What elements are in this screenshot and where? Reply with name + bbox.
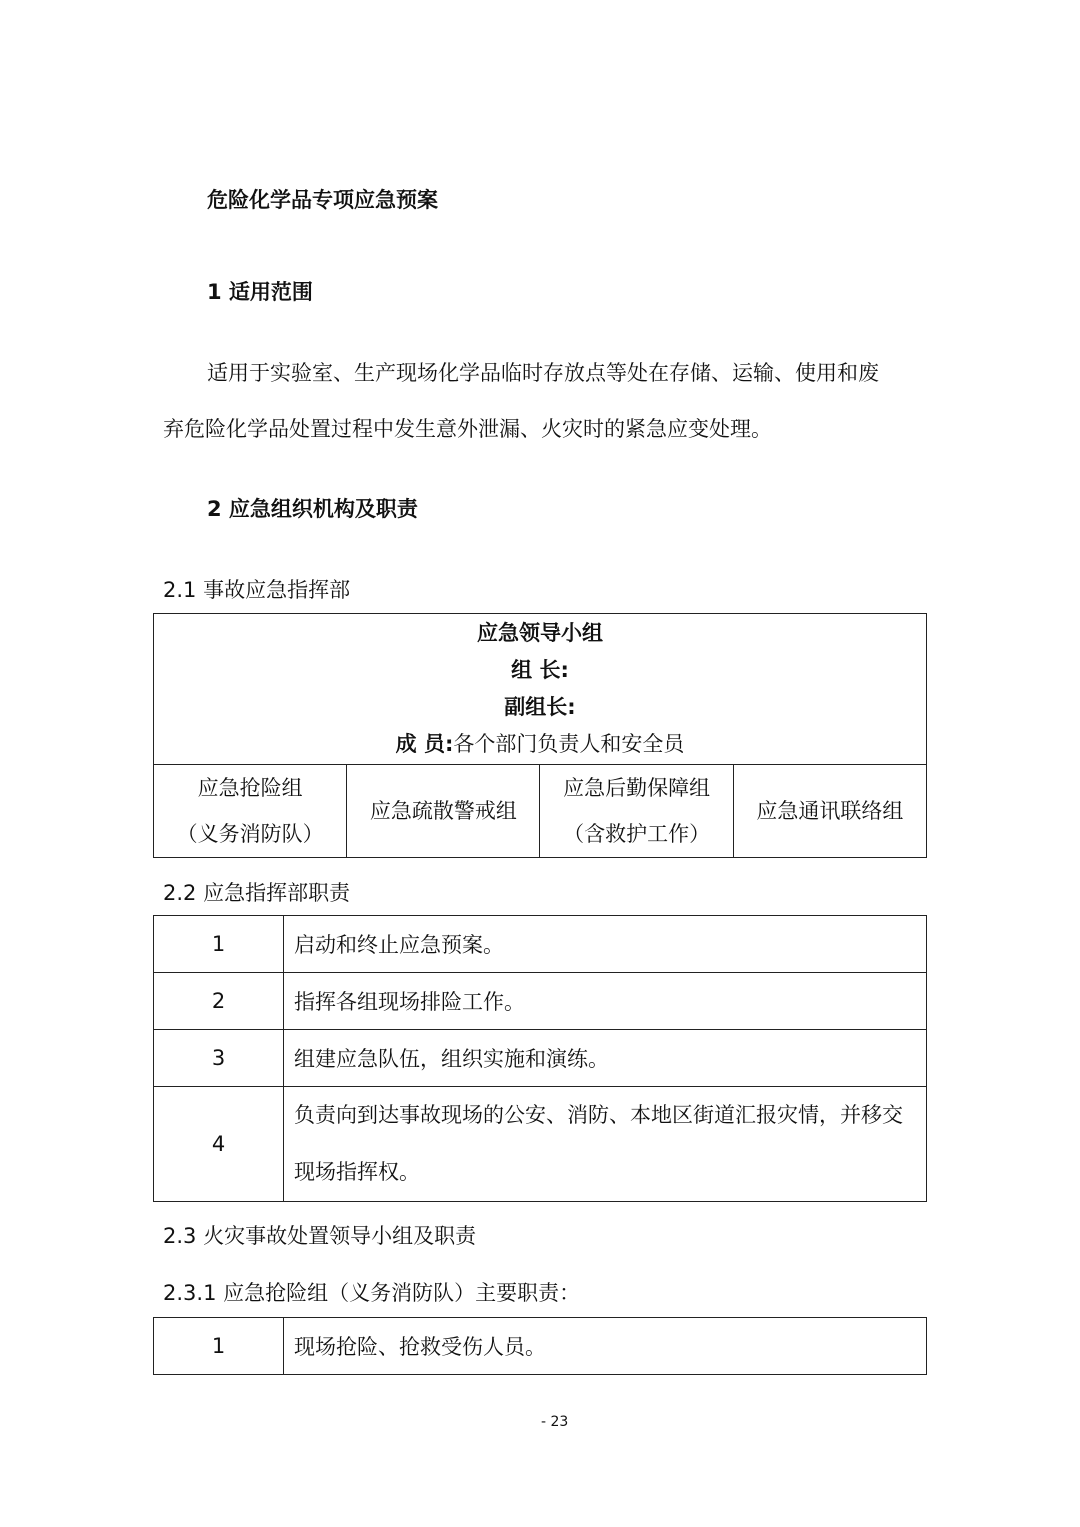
subsection-2-1-heading: 2.1 事故应急指挥部	[163, 578, 351, 602]
duty-number: 2	[154, 973, 284, 1030]
members-row	[154, 726, 926, 763]
section-1-paragraph-line-2: 弃危险化学品处置过程中发生意外泄漏、火灾时的紧急应变处理。	[163, 417, 772, 441]
subsection-2-3-heading: 2.3 火灾事故处置领导小组及职责	[163, 1224, 477, 1248]
group-name: 应急后勤保障组	[563, 776, 711, 800]
page-number: - 23	[541, 1414, 569, 1430]
section-1-paragraph-line-1: 适用于实验室、生产现场化学品临时存放点等处在存储、运输、使用和废	[207, 361, 879, 385]
duty-text: 指挥各组现场排险工作。	[284, 973, 927, 1030]
duty-text: 启动和终止应急预案。	[284, 916, 927, 973]
table-row	[154, 973, 927, 1030]
leader-label: 组 长:	[511, 658, 569, 682]
duty-text-line-2: 现场指挥权。	[294, 1160, 420, 1184]
duty-text	[284, 1087, 927, 1202]
org-chart-table	[153, 613, 927, 858]
deputy-leader-label: 副组长:	[504, 695, 576, 719]
table-row	[154, 1318, 927, 1375]
duty-text: 组建应急队伍，组织实施和演练。	[284, 1030, 927, 1087]
duty-number: 3	[154, 1030, 284, 1087]
document-title: 危险化学品专项应急预案	[207, 188, 438, 212]
leadership-cell	[154, 614, 927, 765]
leadership-title: 应急领导小组	[477, 621, 603, 645]
section-2-heading: 2 应急组织机构及职责	[207, 497, 418, 521]
section-1-heading: 1 适用范围	[207, 280, 313, 304]
members-label: 成 员:	[395, 732, 454, 756]
table-row	[154, 1030, 927, 1087]
subsection-2-2-heading: 2.2 应急指挥部职责	[163, 881, 351, 905]
table-row	[154, 1087, 927, 1202]
group-cell-rescue	[154, 765, 347, 858]
members-value: 各个部门负责人和安全员	[453, 732, 685, 756]
subsection-2-3-1-heading: 2.3.1 应急抢险组（义务消防队）主要职责：	[163, 1281, 581, 1305]
group-cell-evacuation	[347, 765, 540, 858]
duty-number: 4	[154, 1087, 284, 1202]
duty-text: 现场抢险、抢救受伤人员。	[284, 1318, 927, 1375]
group-cell-communication	[733, 765, 926, 858]
group-name: 应急抢险组	[197, 776, 303, 800]
command-duties-table	[153, 915, 927, 1202]
table-row	[154, 916, 927, 973]
group-cell-logistics	[540, 765, 733, 858]
group-name: 应急通讯联络组	[756, 799, 904, 823]
rescue-duties-table	[153, 1317, 927, 1375]
duty-text-line-1: 负责向到达事故现场的公安、消防、本地区街道汇报灾情，并移交	[294, 1103, 903, 1127]
duty-number: 1	[154, 1318, 284, 1375]
duty-number: 1	[154, 916, 284, 973]
group-name: 应急疏散警戒组	[369, 799, 517, 823]
group-note: （含救护工作）	[563, 822, 711, 846]
group-note: （义务消防队）	[176, 822, 324, 846]
